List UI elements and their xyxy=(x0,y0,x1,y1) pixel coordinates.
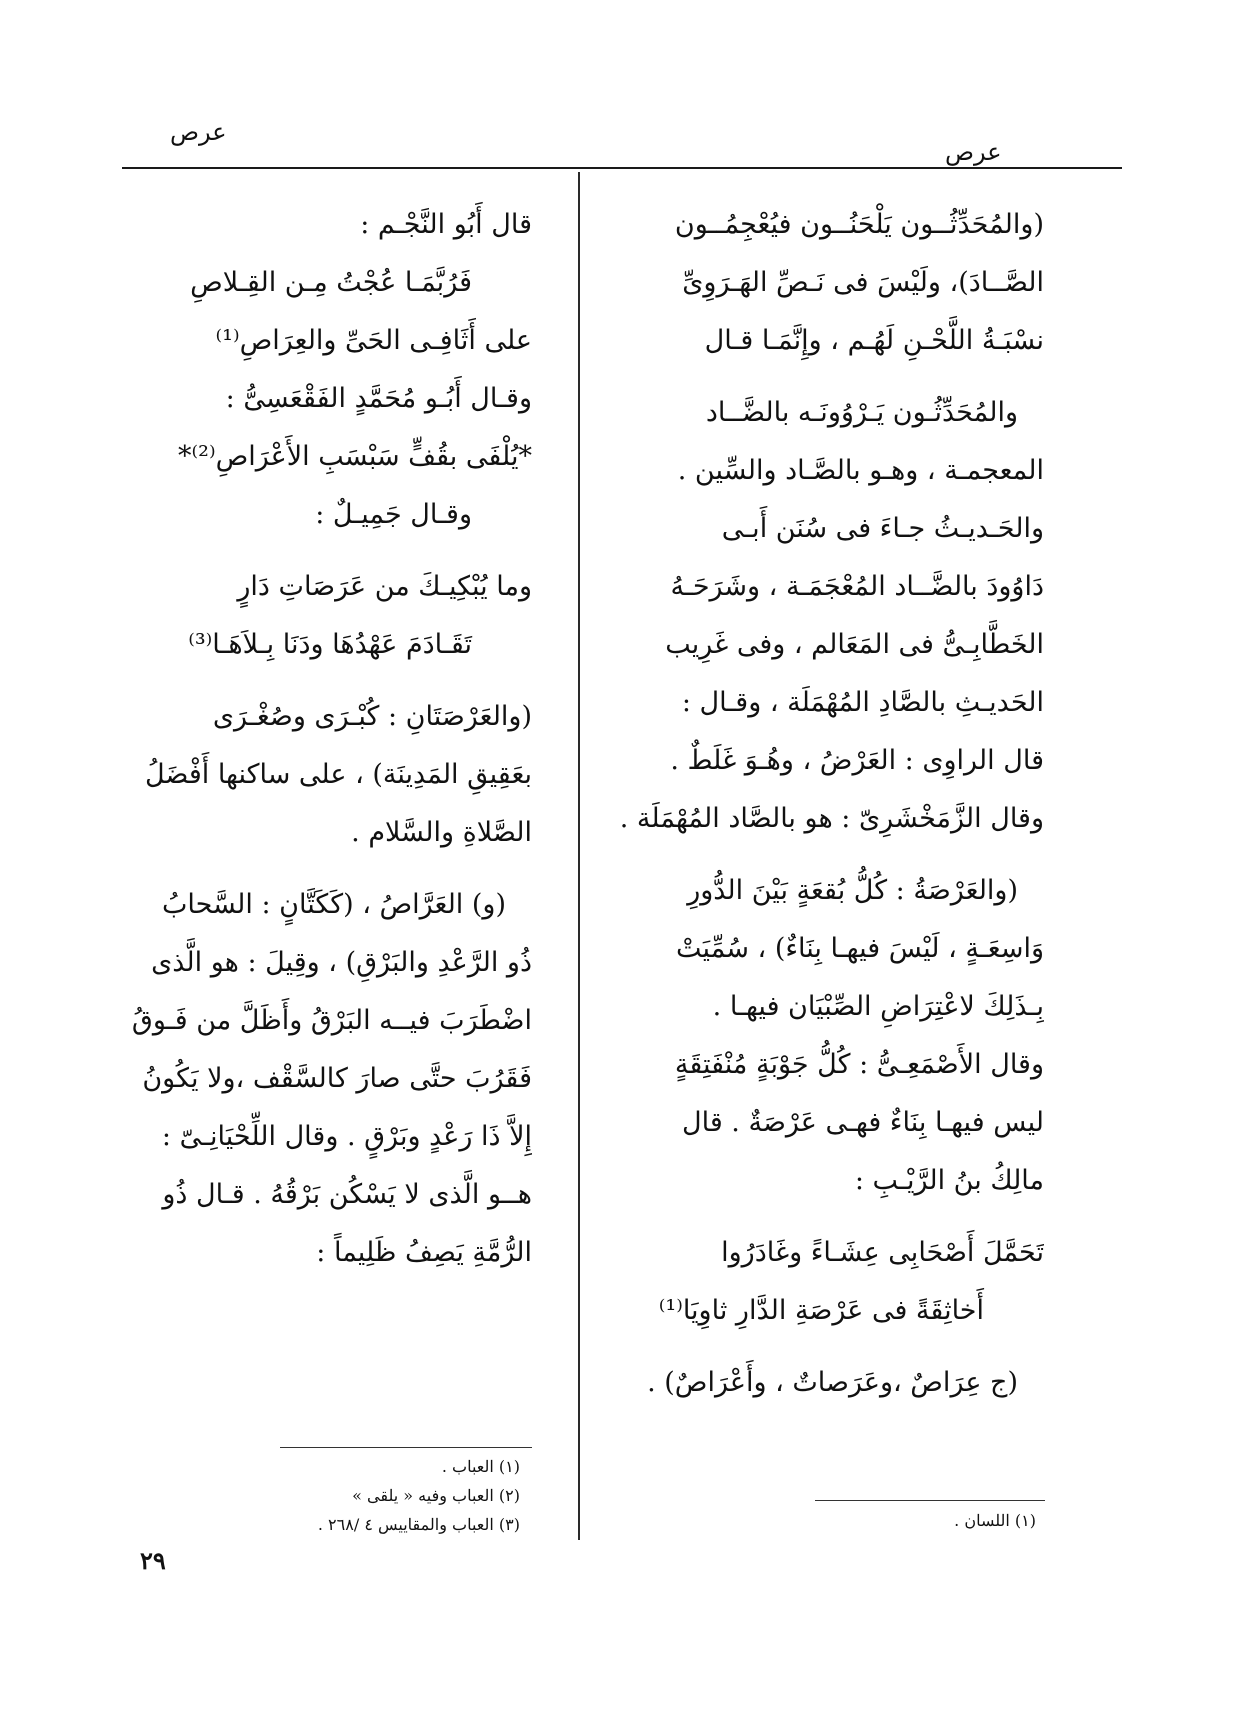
verse-line: تَقَـادَمَ عَهْدُهَا ودَنَا بِـلاَهَـا⁽³⁾ xyxy=(188,629,472,660)
text-line: (والمُحَدِّثُــون يَلْحَنُــون فيُعْجِمُــون xyxy=(674,209,1044,240)
text-line: بِـذَلِكَ لاعْتِرَاضِ الصِّبْيَان فيهـا . xyxy=(712,991,1044,1022)
text-line: هــو الَّذى لا يَسْكُن بَرْقُهُ . قـال ذُو xyxy=(162,1179,532,1210)
text-line: وقال الأَصْمَعِـىُّ : كُلُّ جَوْبَةٍ مُنْفَتِقَةٍ xyxy=(674,1049,1044,1080)
text-line: دَاوُودَ بالضَّــاد المُعْجَمَـة ، وشَرَحَـهُ xyxy=(670,571,1044,602)
footnote-rule-right xyxy=(815,1500,1045,1501)
footnotes-left xyxy=(220,1452,520,1539)
text-line: (و) العَرَّاصُ ، (كَكَتَّانٍ : السَّحابُ xyxy=(161,889,506,920)
text-line: الصَّلاةِ والسَّلام . xyxy=(351,817,532,848)
text-line: فَقَرُبَ حتَّى صارَ كالسَّقْف ،ولا يَكُونُ xyxy=(142,1063,532,1094)
right-column xyxy=(608,196,1044,1412)
verse-line: *يُلْفَى بقُفٍّ سَبْسَبِ الأَعْرَاصِ⁽²⁾* xyxy=(177,441,532,472)
header-left-word: عرص xyxy=(170,118,227,146)
text-line: المعجمـة ، وهـو بالصَّـاد والسِّين . xyxy=(677,455,1044,486)
text-line: الرُّمَّةِ يَصِفُ ظَلِيماً : xyxy=(316,1237,532,1268)
text-line: (والعَرْصَةُ : كُلُّ بُقعَةٍ بَيْنَ الدُّورِ xyxy=(687,875,1018,906)
footnote: (٢) العباب وفيه « يلقى » xyxy=(352,1486,520,1505)
text-line: الصَّــادَ)، ولَيْسَ فى نَـصِّ الهَـرَوِىِّ xyxy=(682,267,1044,298)
header-right-word: عرص xyxy=(945,138,1002,166)
text-line: وقـال جَمِيـلٌ : xyxy=(315,499,472,530)
header-rule xyxy=(122,167,1122,169)
text-line: وقال الزَّمَخْشَرِىّ : هو بالصَّاد المُهْمَلَة . xyxy=(619,803,1044,834)
text-line: الحَديـثِ بالصَّادِ المُهْمَلَة ، وقـال : xyxy=(681,687,1044,718)
verse-line: فَرُبَّمَـا عُجْتُ مِـن القِـلاصِ xyxy=(190,267,472,298)
text-line: (والعَرْصَتَانِ : كُبْـرَى وصُغْـرَى xyxy=(212,701,532,732)
text-line: نسْبَـةُ اللَّحْـنِ لَهُـم ، وإِنَّمَـا قـال xyxy=(704,325,1044,356)
footnotes-right xyxy=(780,1506,1036,1535)
text-line: مالِكُ بنُ الرَّيْـبِ : xyxy=(854,1165,1044,1196)
text-line: قال أَبُو النَّجْـم : xyxy=(360,209,532,240)
footnote: (١) العباب . xyxy=(441,1457,520,1476)
verse-line: أَخاثِقَةً فى عَرْصَةِ الدَّارِ ثاوِيَا⁽¹⁾ xyxy=(658,1295,984,1326)
text-line: والحَـديـثُ جـاءَ فى سُنَن أَبـى xyxy=(721,513,1044,544)
text-line: والمُحَدِّثُـون يَـرْوُونَـه بالضَّــاد xyxy=(705,397,1018,428)
column-divider xyxy=(578,172,580,1540)
footnote: (٣) العباب والمقاييس ٤ /٢٦٨ . xyxy=(317,1515,520,1534)
footnote-rule-left xyxy=(280,1447,532,1448)
text-line: ليس فيهـا بِنَاءٌ فهـى عَرْصَةٌ . قال xyxy=(681,1107,1044,1138)
text-line: بعَقِيقِ المَدِينَة) ، على ساكنها أَفْضَلُ xyxy=(144,759,532,790)
text-line: قال الراوِى : العَرْضُ ، وهُـوَ غَلَطٌ . xyxy=(670,745,1044,776)
verse-line: على أَثَافِـى الحَىِّ والعِرَاصِ⁽¹⁾ xyxy=(215,325,532,356)
left-column xyxy=(120,196,532,1282)
verse-line: وما يُبْكِيـكَ من عَرَصَاتِ دَارٍ xyxy=(237,571,532,602)
footnote: (١) اللسان . xyxy=(954,1511,1036,1530)
text-line: ذُو الرَّعْدِ والبَرْقِ) ، وقِيلَ : هو الَّذى xyxy=(151,947,532,978)
text-line: (ج عِرَاصٌ ،وعَرَصاتٌ ، وأَعْرَاصٌ) . xyxy=(647,1367,1018,1398)
text-line: اضْطَرَبَ فيــه البَرْقُ وأَظَلَّ من فَـوقُ xyxy=(131,1005,532,1036)
text-line: وَاسِعَـةٍ ، لَيْسَ فيهـا بِنَاءٌ) ، سُمِّيَتْ xyxy=(676,933,1044,964)
text-line: الخَطَّابِـىُّ فى المَعَالم ، وفى غَرِيب xyxy=(665,629,1044,660)
text-line: إِلاَّ ذَا رَعْدٍ وبَرْقٍ . وقال اللِّحْيَانِـىّ : xyxy=(161,1121,532,1152)
verse-line: تَحَمَّلَ أَصْحَابِى عِشَـاءً وغَادَرُوا xyxy=(721,1237,1044,1268)
page-number: ٢٩ xyxy=(140,1546,166,1575)
text-line: وقـال أَبُـو مُحَمَّدٍ الفَقْعَسِىُّ : xyxy=(225,383,532,414)
